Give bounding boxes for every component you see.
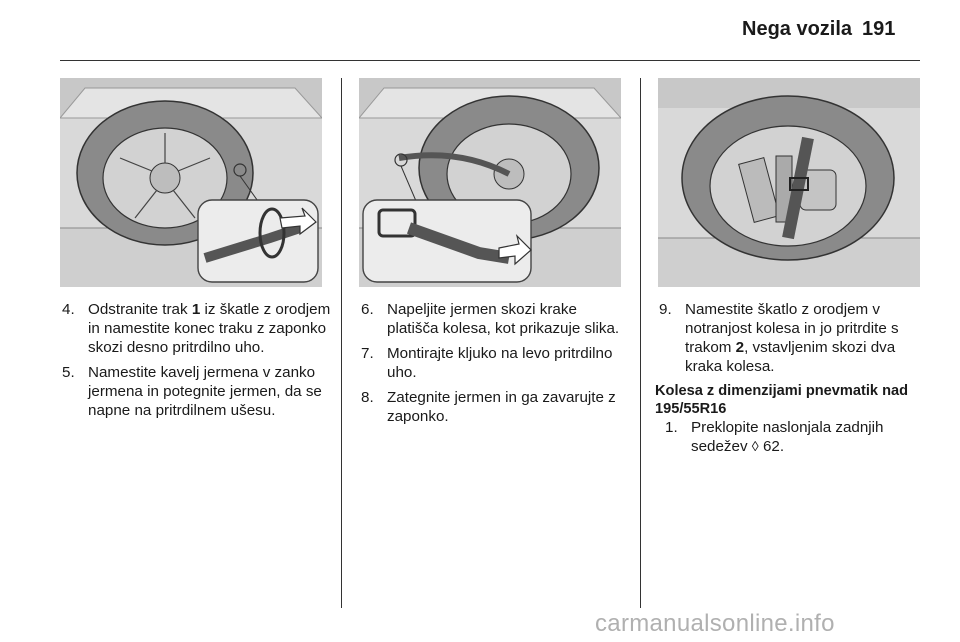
text-column-1 <box>62 300 332 426</box>
column-divider <box>640 78 641 608</box>
step-text: Preklopite naslonjala zadnjih sedežev ◊ 62. <box>691 419 884 455</box>
step-number: 5. <box>62 364 75 381</box>
watermark: carmanualsonline.info <box>595 610 835 637</box>
list-item <box>62 300 332 357</box>
text-column-2 <box>361 300 631 432</box>
step-text: Odstranite trak 1 iz škatle z orodjem in namestite konec traku z zaponko skozi desno pritrdilno uho. <box>88 301 331 356</box>
step-number: 6. <box>361 301 374 318</box>
column-divider <box>341 78 342 608</box>
step-number: 1. <box>665 419 678 436</box>
list-item <box>62 363 332 420</box>
figure-spare-wheel-hook-left <box>359 78 621 287</box>
step-text: Namestite kavelj jermena v zanko jermena in potegnite jermen, da se napne na pritrdilnem ušesu. <box>88 364 322 419</box>
step-text: Zategnite jermen in ga zavarujte z zaponko. <box>387 389 616 425</box>
text-column-3 <box>655 300 921 462</box>
list-item <box>665 418 921 456</box>
list-item <box>361 388 631 426</box>
step-number: 9. <box>659 301 672 318</box>
step-number: 7. <box>361 345 374 362</box>
step-number: 8. <box>361 389 374 406</box>
list-item <box>361 344 631 382</box>
page-header-title: Nega vozila <box>742 18 853 40</box>
step-text: Montirajte kljuko na levo pritrdilno uho. <box>387 345 613 381</box>
figure-toolbox-inside-wheel <box>658 78 920 287</box>
page-number: 191 <box>862 18 896 40</box>
header-rule <box>60 60 920 61</box>
section-subheading: Kolesa z dimenzijami pnevmatik nad 195/55R16 <box>655 383 909 417</box>
figure-spare-wheel-strap-right <box>60 78 322 287</box>
step-number: 4. <box>62 301 75 318</box>
step-text: Napeljite jermen skozi krake platišča kolesa, kot prikazuje slika. <box>387 301 620 337</box>
list-item <box>659 300 921 376</box>
page-reference-icon: ◊ <box>751 438 759 454</box>
step-text: Namestite škatlo z orodjem v notranjost kolesa in jo pritrdite s trakom 2, vstavljenim skozi dva kraka kolesa. <box>685 301 899 375</box>
list-item <box>361 300 631 338</box>
